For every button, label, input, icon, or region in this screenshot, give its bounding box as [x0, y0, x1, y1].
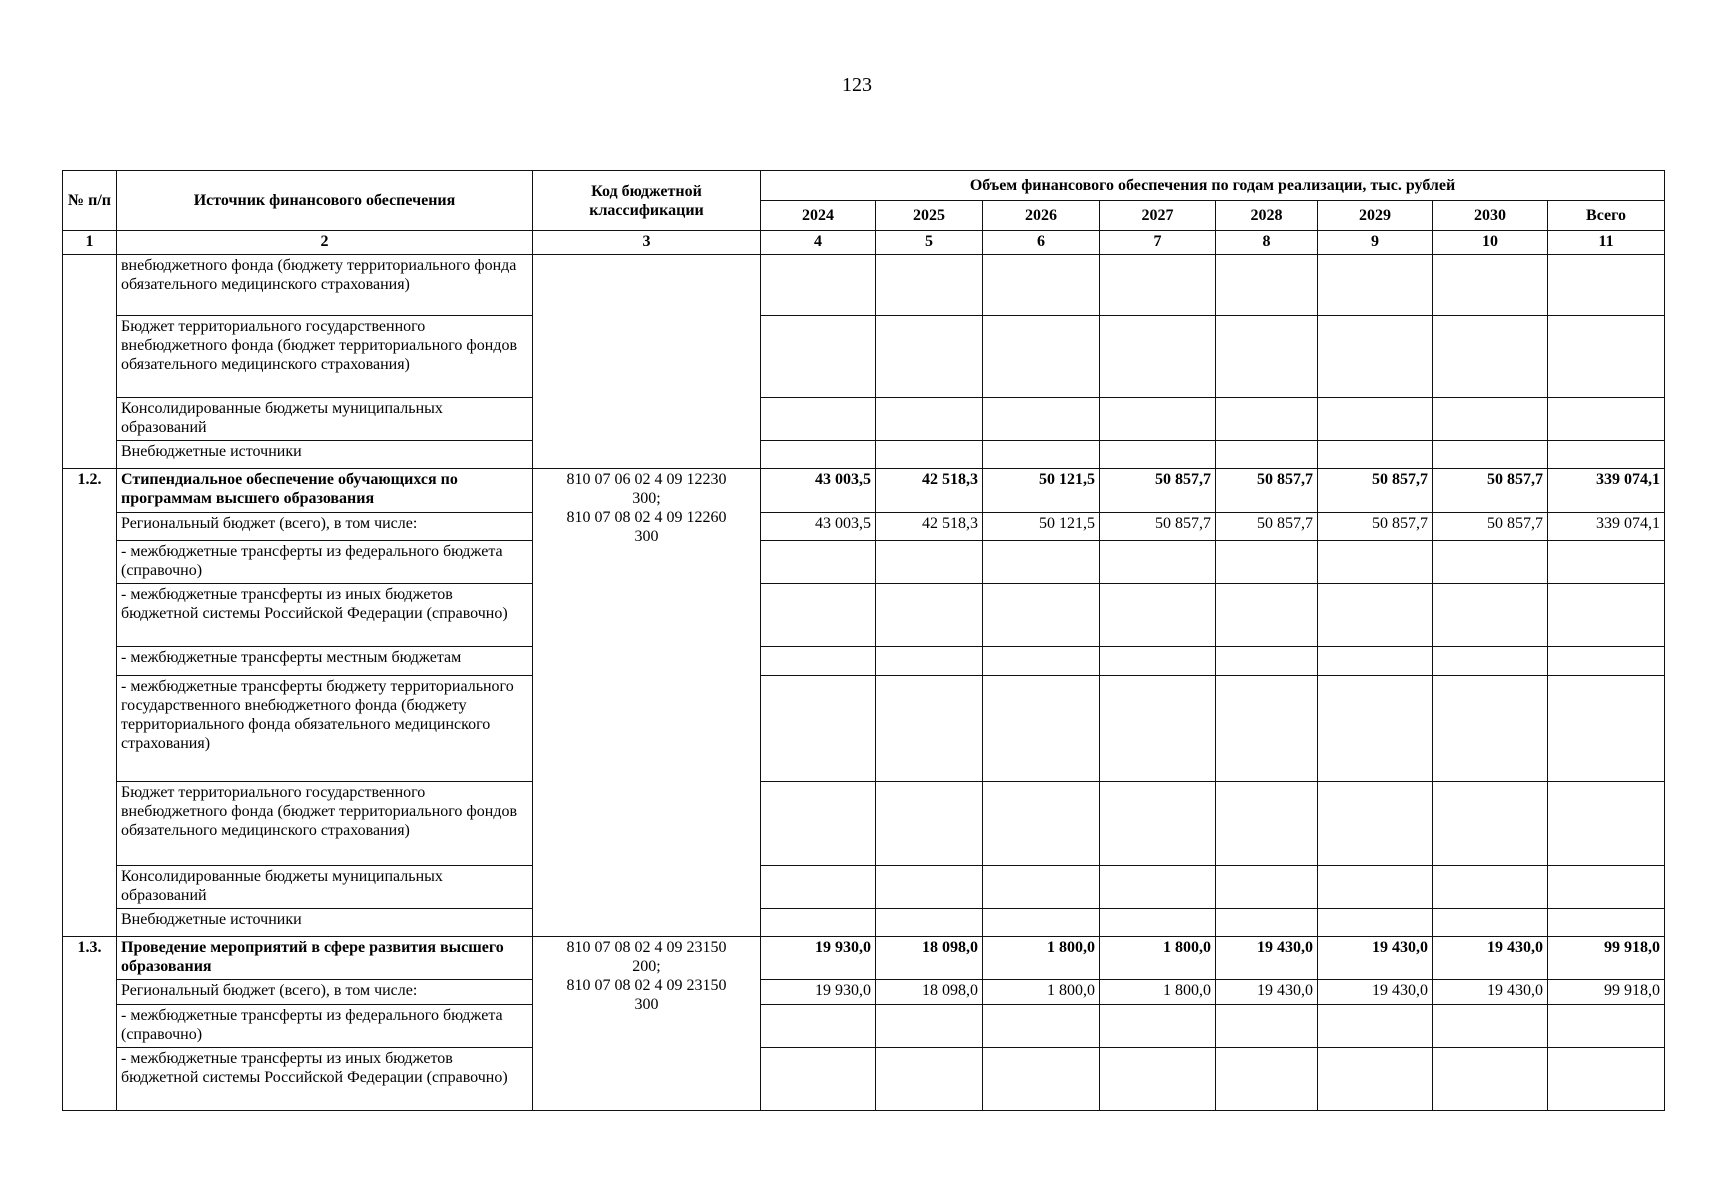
year-value-cell: 19 930,0	[761, 937, 876, 980]
year-value-cell	[876, 647, 983, 676]
table-row	[63, 584, 1665, 647]
year-value-cell	[761, 909, 876, 937]
budget-code-line: 810 07 08 02 4 09 23150	[566, 977, 727, 994]
year-value-cell	[1100, 866, 1216, 909]
year-value-cell	[1318, 541, 1433, 584]
column-number: 11	[1548, 231, 1665, 255]
source-cell: Региональный бюджет (всего), в том числе:	[117, 513, 533, 541]
source-cell: - межбюджетные трансферты бюджету территориального государственного внебюджетного фонда (бюджету территориального фонда обязательного медицинского страхования)	[117, 676, 533, 782]
column-number: 9	[1318, 231, 1433, 255]
row-number-cell: 1.3.	[63, 937, 117, 1111]
header-year-2026: 2026	[983, 201, 1100, 231]
budget-code-line: 300	[634, 996, 659, 1013]
year-value-cell	[1216, 866, 1318, 909]
source-cell: - межбюджетные трансферты из иных бюджетов бюджетной системы Российской Федерации (справочно)	[117, 584, 533, 647]
year-value-cell	[761, 398, 876, 441]
year-value-cell	[1433, 866, 1548, 909]
year-value-cell	[1433, 676, 1548, 782]
year-value-cell	[876, 584, 983, 647]
source-cell: Стипендиальное обеспечение обучающихся по программам высшего образования	[117, 469, 533, 513]
table-row	[63, 255, 1665, 316]
row-number-cell: 1.2.	[63, 469, 117, 937]
year-value-cell	[1318, 647, 1433, 676]
year-value-cell	[876, 1005, 983, 1048]
table-row	[63, 316, 1665, 398]
total-value-cell	[1548, 1005, 1665, 1048]
budget-code-line: 300;	[632, 490, 661, 507]
total-value-cell	[1548, 1048, 1665, 1111]
year-value-cell	[1100, 584, 1216, 647]
total-value-cell: 99 918,0	[1548, 937, 1665, 980]
year-value-cell: 18 098,0	[876, 937, 983, 980]
total-value-cell	[1548, 676, 1665, 782]
table-row	[63, 513, 1665, 541]
year-value-cell: 1 800,0	[983, 937, 1100, 980]
year-value-cell	[1318, 909, 1433, 937]
year-value-cell	[1216, 541, 1318, 584]
year-value-cell	[1216, 584, 1318, 647]
total-value-cell: 339 074,1	[1548, 469, 1665, 513]
year-value-cell	[1318, 1048, 1433, 1111]
year-value-cell: 50 857,7	[1318, 513, 1433, 541]
year-value-cell	[1216, 441, 1318, 469]
budget-code-line: 810 07 06 02 4 09 12230	[566, 471, 727, 488]
source-cell: Бюджет территориального государственного внебюджетного фонда (бюджет территориального фондов обязательного медицинского страхования)	[117, 316, 533, 398]
year-value-cell	[1318, 782, 1433, 866]
column-number: 10	[1433, 231, 1548, 255]
budget-code-line: 200;	[632, 958, 661, 975]
table-row	[63, 782, 1665, 866]
year-value-cell	[1318, 676, 1433, 782]
year-value-cell: 1 800,0	[1100, 937, 1216, 980]
header-code: Код бюджетной классификации	[533, 171, 761, 231]
year-value-cell	[1433, 584, 1548, 647]
year-value-cell: 50 857,7	[1433, 469, 1548, 513]
year-value-cell: 50 857,7	[1318, 469, 1433, 513]
year-value-cell	[1318, 316, 1433, 398]
table-row	[63, 398, 1665, 441]
year-value-cell	[876, 1048, 983, 1111]
year-value-cell	[1100, 1005, 1216, 1048]
budget-code-line: 810 07 08 02 4 09 23150	[566, 939, 727, 956]
year-value-cell	[1100, 1048, 1216, 1111]
financing-table	[62, 170, 1665, 1111]
year-value-cell	[1318, 441, 1433, 469]
source-cell: Внебюджетные источники	[117, 909, 533, 937]
year-value-cell	[1216, 782, 1318, 866]
year-value-cell	[876, 866, 983, 909]
year-value-cell	[1100, 541, 1216, 584]
year-value-cell	[983, 866, 1100, 909]
year-value-cell: 42 518,3	[876, 469, 983, 513]
year-value-cell	[1433, 1005, 1548, 1048]
year-value-cell	[983, 1005, 1100, 1048]
year-value-cell: 19 430,0	[1433, 980, 1548, 1005]
year-value-cell	[876, 909, 983, 937]
table-row	[63, 866, 1665, 909]
source-cell: Региональный бюджет (всего), в том числе:	[117, 980, 533, 1005]
table-row	[63, 676, 1665, 782]
year-value-cell	[876, 541, 983, 584]
total-value-cell	[1548, 316, 1665, 398]
total-value-cell	[1548, 909, 1665, 937]
table-row	[63, 1048, 1665, 1111]
year-value-cell	[761, 866, 876, 909]
column-number: 8	[1216, 231, 1318, 255]
column-number: 7	[1100, 231, 1216, 255]
total-value-cell	[1548, 255, 1665, 316]
header-total: Всего	[1548, 201, 1665, 231]
year-value-cell	[1433, 255, 1548, 316]
year-value-cell: 19 430,0	[1216, 980, 1318, 1005]
budget-code-line: 810 07 08 02 4 09 12260	[566, 509, 727, 526]
year-value-cell: 1 800,0	[983, 980, 1100, 1005]
year-value-cell	[983, 584, 1100, 647]
year-value-cell: 50 121,5	[983, 469, 1100, 513]
year-value-cell: 42 518,3	[876, 513, 983, 541]
year-value-cell	[1100, 441, 1216, 469]
year-value-cell: 19 430,0	[1318, 937, 1433, 980]
year-value-cell	[983, 441, 1100, 469]
year-value-cell	[761, 441, 876, 469]
year-value-cell	[1100, 255, 1216, 316]
year-value-cell: 19 930,0	[761, 980, 876, 1005]
table-row	[63, 1005, 1665, 1048]
source-cell: - межбюджетные трансферты из федерального бюджета (справочно)	[117, 1005, 533, 1048]
year-value-cell: 1 800,0	[1100, 980, 1216, 1005]
year-value-cell	[1433, 441, 1548, 469]
year-value-cell	[876, 782, 983, 866]
source-cell: - межбюджетные трансферты из федерального бюджета (справочно)	[117, 541, 533, 584]
source-cell: Консолидированные бюджеты муниципальных образований	[117, 866, 533, 909]
source-cell: Внебюджетные источники	[117, 441, 533, 469]
year-value-cell	[761, 541, 876, 584]
year-value-cell	[876, 255, 983, 316]
year-value-cell	[983, 541, 1100, 584]
year-value-cell	[876, 316, 983, 398]
year-value-cell	[1216, 676, 1318, 782]
table-row	[63, 647, 1665, 676]
table-body	[63, 231, 1665, 1111]
header-year-2024: 2024	[761, 201, 876, 231]
year-value-cell	[983, 316, 1100, 398]
budget-code-cell	[533, 469, 761, 937]
year-value-cell	[1318, 1005, 1433, 1048]
year-value-cell	[761, 584, 876, 647]
year-value-cell: 50 121,5	[983, 513, 1100, 541]
year-value-cell	[1433, 316, 1548, 398]
header-year-2028: 2028	[1216, 201, 1318, 231]
source-cell: Консолидированные бюджеты муниципальных образований	[117, 398, 533, 441]
header-year-2025: 2025	[876, 201, 983, 231]
year-value-cell: 19 430,0	[1318, 980, 1433, 1005]
year-value-cell	[983, 398, 1100, 441]
year-value-cell: 50 857,7	[1216, 513, 1318, 541]
budget-code-line: 300	[634, 528, 659, 545]
column-number: 3	[533, 231, 761, 255]
year-value-cell: 43 003,5	[761, 469, 876, 513]
year-value-cell	[1216, 647, 1318, 676]
total-value-cell	[1548, 584, 1665, 647]
year-value-cell	[761, 676, 876, 782]
header-source: Источник финансового обеспечения	[117, 171, 533, 231]
header-volume: Объем финансового обеспечения по годам реализации, тыс. рублей	[761, 171, 1665, 201]
page-number: 123	[842, 74, 872, 96]
year-value-cell	[1318, 398, 1433, 441]
year-value-cell: 50 857,7	[1433, 513, 1548, 541]
column-number: 5	[876, 231, 983, 255]
year-value-cell	[1216, 1005, 1318, 1048]
year-value-cell	[1216, 909, 1318, 937]
column-number-row	[63, 231, 1665, 255]
table-row	[63, 909, 1665, 937]
year-value-cell	[876, 676, 983, 782]
year-value-cell	[1100, 316, 1216, 398]
year-value-cell	[761, 1048, 876, 1111]
year-value-cell	[983, 255, 1100, 316]
year-value-cell: 50 857,7	[1216, 469, 1318, 513]
source-cell: внебюджетного фонда (бюджету территориального фонда обязательного медицинского страхования)	[117, 255, 533, 316]
header-no: № п/п	[63, 171, 117, 231]
year-value-cell: 19 430,0	[1216, 937, 1318, 980]
year-value-cell	[876, 398, 983, 441]
total-value-cell	[1548, 541, 1665, 584]
source-cell: - межбюджетные трансферты местным бюджетам	[117, 647, 533, 676]
year-value-cell	[1433, 782, 1548, 866]
header-year-2029: 2029	[1318, 201, 1433, 231]
year-value-cell	[1433, 909, 1548, 937]
table-row	[63, 469, 1665, 513]
year-value-cell	[1100, 909, 1216, 937]
year-value-cell	[983, 647, 1100, 676]
table-row	[63, 441, 1665, 469]
year-value-cell	[761, 255, 876, 316]
year-value-cell	[983, 909, 1100, 937]
column-number: 4	[761, 231, 876, 255]
year-value-cell	[1216, 398, 1318, 441]
year-value-cell	[1100, 398, 1216, 441]
column-number: 6	[983, 231, 1100, 255]
year-value-cell: 18 098,0	[876, 980, 983, 1005]
header-year-2030: 2030	[1433, 201, 1548, 231]
year-value-cell	[983, 1048, 1100, 1111]
table-row	[63, 541, 1665, 584]
year-value-cell	[1100, 676, 1216, 782]
total-value-cell	[1548, 441, 1665, 469]
source-cell: Проведение мероприятий в сфере развития высшего образования	[117, 937, 533, 980]
table-header	[63, 171, 1665, 231]
year-value-cell	[761, 316, 876, 398]
year-value-cell	[1433, 647, 1548, 676]
total-value-cell	[1548, 647, 1665, 676]
year-value-cell	[983, 676, 1100, 782]
year-value-cell: 19 430,0	[1433, 937, 1548, 980]
year-value-cell	[1318, 255, 1433, 316]
source-cell: - межбюджетные трансферты из иных бюджетов бюджетной системы Российской Федерации (справочно)	[117, 1048, 533, 1111]
column-number: 1	[63, 231, 117, 255]
source-cell: Бюджет территориального государственного внебюджетного фонда (бюджет территориального фондов обязательного медицинского страхования)	[117, 782, 533, 866]
year-value-cell	[1216, 316, 1318, 398]
total-value-cell	[1548, 782, 1665, 866]
table-row	[63, 937, 1665, 980]
total-value-cell	[1548, 398, 1665, 441]
row-number-cell	[63, 255, 117, 469]
year-value-cell	[761, 1005, 876, 1048]
column-number: 2	[117, 231, 533, 255]
year-value-cell: 50 857,7	[1100, 469, 1216, 513]
year-value-cell: 43 003,5	[761, 513, 876, 541]
year-value-cell	[1216, 255, 1318, 316]
total-value-cell: 99 918,0	[1548, 980, 1665, 1005]
year-value-cell	[1100, 647, 1216, 676]
year-value-cell	[761, 782, 876, 866]
table-row	[63, 980, 1665, 1005]
header-year-2027: 2027	[1100, 201, 1216, 231]
total-value-cell: 339 074,1	[1548, 513, 1665, 541]
year-value-cell	[1433, 541, 1548, 584]
year-value-cell	[1433, 398, 1548, 441]
budget-code-cell	[533, 255, 761, 469]
year-value-cell	[1433, 1048, 1548, 1111]
budget-code-cell	[533, 937, 761, 1111]
year-value-cell	[761, 647, 876, 676]
total-value-cell	[1548, 866, 1665, 909]
year-value-cell	[1216, 1048, 1318, 1111]
year-value-cell	[983, 782, 1100, 866]
year-value-cell	[1318, 866, 1433, 909]
year-value-cell	[1318, 584, 1433, 647]
year-value-cell	[1100, 782, 1216, 866]
year-value-cell	[876, 441, 983, 469]
year-value-cell: 50 857,7	[1100, 513, 1216, 541]
